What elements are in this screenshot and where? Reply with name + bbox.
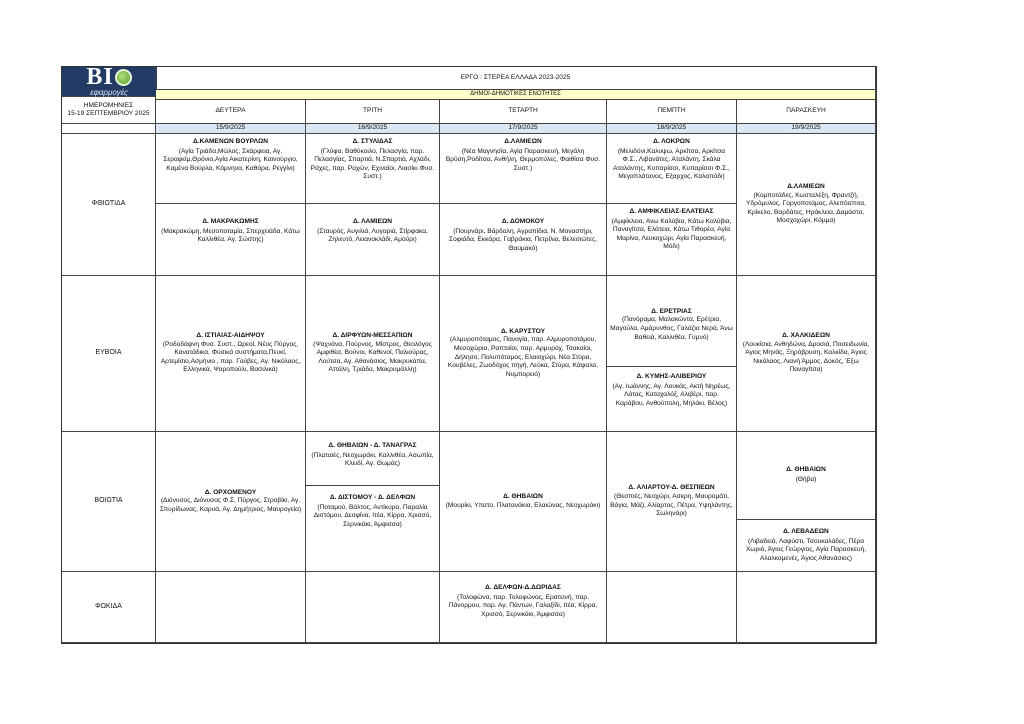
subtitle: ΔΗΜΟΙ-ΔΗΜΟΤΙΚΕΣ ΕΝΟΤΗΤΕΣ: [156, 90, 876, 100]
logo-tagline: εφαρμογές: [90, 88, 128, 97]
date-wednesday: 17/9/2025: [440, 124, 607, 134]
cell-title: Δ. ΛΟΚΡΩΝ: [653, 138, 690, 145]
cell-body: (Ροδοδάφνη Φυσ. Συστ., Ωρεοί, Νέος Πύργος, Κανατάδικα, Φυσικά συστήματα,Πευκί, Αρτεμίσιο,Ασμήνιο , παρ. Γούβες, Αγ. Νικόλαος, Ελληνικά, Ψαροπούλι, Βασιλικά): [160, 340, 301, 374]
cell-body: (Τολοφώνα, παρ. Τολοφώνος, Ερατεινή, παρ. Πάνορμου, παρ. Αγ. Πάντων, Γαλαξίδι, Ιτέα, Κίρρα, Χρισσό, Σερνικάκι, Άμφισσα): [448, 593, 598, 618]
cell-title: Δ. ΔΙΣΤΟΜΟΥ - Δ. ΔΕΛΦΩΝ: [329, 494, 416, 501]
cell-body: (Νέα Μαγνησία, Αγία Παρασκευή, Μεγάλη Βρύση,Ροδίτσα, Ανθήλη, Θερμοπύλες, Φαιθίσα Φυσ. Συστ.): [445, 147, 601, 172]
region-fthiotida: ΦΘΙΩΤΙΔΑ: [62, 134, 156, 276]
day-wednesday: ΤΕΤΑΡΤΗ: [440, 100, 607, 124]
date-friday: 19/9/2025: [737, 124, 876, 134]
cell-body: (Γλύφα, Βαθύκοιλο, Πελασγία, παρ. Πελασγίας, Σπαρτιά, Ν.Σπαρτιά, Αχλάδι, Ράχες, παρ. Ραχών, Εχιναίοι, Λιασίκι Φυσ. Συστ.): [310, 147, 435, 181]
cell-fth-thu-2: [607, 204, 737, 276]
dates-label-line2: 15-19 ΣΕΠΤΕΜΒΡΙΟΥ 2025: [67, 109, 150, 117]
cell-fth-mon-2: [156, 204, 306, 276]
cell-title: Δ. ΔΕΛΦΩΝ-Δ.ΔΩΡΙΔΑΣ: [485, 584, 561, 591]
cell-body: (Αλμυροπόταμος, Παναγία, παρ. Αλμυροποτάμου, Μεσοχώρια, Ραπταίοι, παρ. Αρμυρόχ, Τσακαίοι, Δήλησο, Πολυπόταμος, Ελαιοχώρι, Νέα Στύρα, Κουβέλες, Ζωοδόχος πηγή, Λεύκα, Στύρα, Κάψαλα, Νυμπορειό): [447, 336, 599, 378]
dates-label-line1: ΗΜΕΡΟΜΗΝΙΕΣ: [83, 102, 134, 109]
cell-title: Δ. ΟΡΧΟΜΕΝΟΥ: [204, 488, 257, 496]
cell-fok-mon: [156, 572, 306, 643]
cell-title: Δ. ΜΑΚΡΑΚΩΜΗΣ: [202, 218, 259, 225]
cell-title: Δ. ΘΗΒΑΙΩΝ: [786, 466, 826, 473]
cell-title: Δ. ΙΣΤΙΑΙΑΣ-ΑΙΔΗΨΟΥ: [196, 332, 265, 340]
cell-title: Δ.ΚΑΜΕΝΩΝ ΒΟΥΡΛΩΝ: [192, 138, 269, 145]
cell-title: Δ. ΑΛΙΑΡΤΟΥ-Δ. ΘΕΣΠΙΕΩΝ: [628, 484, 715, 492]
cell-fok-thu: [607, 572, 737, 643]
cell-title: Δ. ΚΥΜΗΣ-ΑΛΙΒΕΡΙΟΥ: [636, 373, 707, 380]
cell-evi-tue: [306, 276, 440, 432]
cell-fok-tue: [306, 572, 440, 643]
cell-boi-mon: [156, 432, 306, 572]
cell-fth-fri: [737, 134, 876, 276]
cell-body: (Θήβα): [795, 475, 817, 483]
region-fokida: ΦΩΚΙΔΑ: [62, 572, 156, 643]
cell-boi-tue-2: [306, 486, 440, 572]
cell-body: (Θεσπιές, Νεοχώρι, Ασκρη, Μαυρομάτι, Βάγια, Μάζι, Αλίαρτος, Πέτρα, Υψηλάντης, Σωληνάρι): [610, 492, 733, 518]
cell-body: (Μακρακώμη, Μεσοποταμία, Σπερχειάδα, Κάτω Καλλιθέα, Αγ. Σώστης): [161, 227, 300, 244]
cell-boi-fri-2: [737, 520, 876, 572]
cell-fth-mon-1: [156, 134, 306, 204]
cell-body: (Πλαταιές, Νεοχωράκι, Καλλιθέα, Ασωπία, Κλειδί, Αγ. Θωμάς): [311, 451, 434, 468]
cell-body: (Μελιδόνι,Καλυψω, Αρκίτσα, Αρκίτσα Φ.Σ., Λιβανάτες, Αταλάντη, Σκάλα Αταλάντης, Κυπαρίσσι, Κυπαρίσσι Φ.Σ., Μεγαπλάτανος, Εξαρχος, Καλαπόδι): [613, 147, 730, 181]
cell-boi-wed: [440, 432, 607, 572]
cell-fth-wed-2: [440, 204, 607, 276]
region-voiotia: ΒΟΙΩΤΙΑ: [62, 432, 156, 572]
cell-title: Δ. ΑΜΦΙΚΛΕΙΑΣ-ΕΛΑΤΕΙΑΣ: [629, 208, 714, 215]
day-tuesday: ΤΡΙΤΗ: [306, 100, 440, 124]
cell-body: (Ψαχνάνα, Πούρνος, Μίστρος, Θεολόγος Αμφιθέα, Βούνοι, Καθενοί, Παλιούρας, Λούτσα, Αγ. Αθανάσιος, Μακρυκάπα, Αττάλη, Τριάδα, Μακρυμάλλη): [313, 340, 432, 374]
date-tuesday: 16/9/2025: [306, 124, 440, 134]
cell-fth-wed-1: [440, 134, 607, 204]
cell-evi-thu-2: [607, 367, 737, 432]
project-title: ΕΡΓΟ : ΣΤΕΡΕΑ ΕΛΛΑΔΑ 2023-2025: [156, 67, 876, 90]
cell-body: (Μουρίκι, Υπατο, Πλατανάκια, Ελαιώνας, Νεοχωράκι): [445, 501, 601, 509]
cell-title: Δ. ΔΟΜΟΚΟΥ: [501, 218, 545, 225]
day-monday: ΔΕΥΤΕΡΑ: [156, 100, 306, 124]
bio-logo: [62, 64, 157, 97]
cell-title: Δ. ΣΤΥΛΙΔΑΣ: [352, 138, 393, 145]
cell-title: Δ. ΚΑΡΥΣΤΟΥ: [501, 327, 545, 335]
cell-evi-wed: [440, 276, 607, 432]
cell-title: Δ. ΛΑΜΙΕΩΝ: [352, 218, 393, 225]
cell-evi-thu-1: [607, 276, 737, 367]
cell-body: (Πουρνάρι, Βάρδαλη, Αγραπίδια, Ν. Μοναστήρι, Σοφιάδα, Εκκάρα, Γαβράκια, Πετρίλια, Βελεσιώτες, Θαυμακό): [449, 227, 597, 252]
date-monday: 15/9/2025: [156, 124, 306, 134]
day-thursday: ΠΕΜΠΤΗ: [607, 100, 737, 124]
cell-body: (Πανόραμα, Μαλακώντα, Ερέτρια, Μαγούλα, Αμάρυνθος, Γαλάζια Νερά, Άνω Βαθειά, Καλλιθέα, Γυμνό): [610, 316, 733, 341]
cell-title: Δ. ΧΑΛΚΙΔΕΩΝ: [782, 332, 830, 340]
cell-evi-mon: [156, 276, 306, 432]
cell-evi-fri: [737, 276, 876, 432]
cell-title: Δ. ΔΙΡΦΥΩΝ-ΜΕΣΣΑΠΙΩΝ: [332, 332, 413, 340]
logo-brand: BI: [86, 66, 131, 88]
region-evia: ΕΥΒΟΙΑ: [62, 276, 156, 432]
cell-body: (Λιβαδειά, Λαφύστι, Τσουκαλάδες, Πέρα Χωριό, Άγιος Γεώργιος, Αγία Παρασκευή, Αλαλκομενές, Άγιος Αθανάσιος): [745, 537, 867, 562]
cell-title: Δ.ΛΑΜΙΕΩΝ: [504, 138, 542, 145]
cell-title: Δ. ΛΕΒΑΔΕΩΝ: [783, 528, 829, 535]
cell-fth-tue-1: [306, 134, 440, 204]
cell-body: (Σταυρός, Αυγιλιά, Λυγαριά, Στίρφακα, Ζηλευτό, Λειανοκλάδι, Αμούρι): [317, 227, 428, 244]
cell-body: (Αγία Τριάδα,Μώλος, Σκάρφεια, Αγ. Σεραφείμ,Θρόνιο,Αγία Αικατερίνη, Καινούργιο, Καμένα Βούρλα, Κόμνηνα, Καθάρα, Ρεγγίνι): [163, 147, 298, 172]
cell-body: (Διόνυσος, Διόνυσος Φ.Σ, Πύργος, Στροβίκι, Αγ. Σπυρίδωνας, Καρυά, Αγ. Δημήτριος, Μαυρογεία): [159, 497, 302, 513]
date-row-spacer: [62, 124, 156, 134]
cell-boi-tue-1: [306, 432, 440, 486]
cell-title: Δ. ΘΗΒΑΙΩΝ - Δ. ΤΑΝΑΓΡΑΣ: [328, 442, 417, 449]
schedule-table: [61, 66, 877, 644]
cell-body: (Αγ. Ιωάννης, Αγ. Λουκάς, Ακτή Νηρέως, Λάτας, Καταχαλόξ, Αλιβέρι, παρ. Καράβου, Ανθούπολη, Μηλάκι, Βέλος): [612, 382, 731, 407]
cell-fth-tue-2: [306, 204, 440, 276]
cell-body: (Λουκίσια, Ανθηδώνα, Δροσιά, Ποσειδωνία, Άγιος Μηνάς, Ξηρόβρυση, Καλκίδα, Άγιος Νικόλαος, Λιανή Άμμος, Δοκός, Έξω Παναγίτσα): [742, 340, 870, 374]
cell-fth-thu-1: [607, 134, 737, 204]
cell-fok-fri: [737, 572, 876, 643]
cell-boi-fri-1: [737, 432, 876, 520]
cell-body: (Κομποτάδες, Κωσταλέξη, Φραντζή, Υδρόμυλος, Γοργοποτάμος, Αλεπόσπιτα, Κρίκελο, Βαρδάτες, Ηράκλεια, Δαμάστα, Μοσχοχώρι, Κόμμα): [746, 191, 866, 225]
day-friday: ΠΑΡΑΣΚΕΥΗ: [737, 100, 876, 124]
dates-label: [62, 96, 156, 124]
cell-body: (Ποταμού, Βάλτος, Αντίκυρα, Παραλία Διστόμου, Δεσφίνα, Ιτέα, Κίρρα, Χρισσό, Σερνικάκι, Άμφισσα): [313, 503, 432, 528]
cell-fok-wed: [440, 572, 607, 643]
cell-title: Δ. ΘΗΒΑΙΩΝ: [503, 492, 543, 500]
cell-boi-thu: [607, 432, 737, 572]
cell-title: Δ. ΕΡΕΤΡΙΑΣ: [651, 307, 692, 315]
cell-title: Δ.ΛΑΜΙΕΩΝ: [787, 183, 825, 191]
leaf-circle-icon: [115, 69, 132, 86]
cell-body: (Αμφίκλεια, Ανω Καλύβια, Κάτω Καλύβια, Παναγίτσα, Ελάτεια, Κάτω Τιθορέα, Αγία Μαρίνα, Λευκοχώρι, Αγία Παρασκευή, Μόδι): [611, 217, 732, 251]
date-thursday: 18/9/2025: [607, 124, 737, 134]
